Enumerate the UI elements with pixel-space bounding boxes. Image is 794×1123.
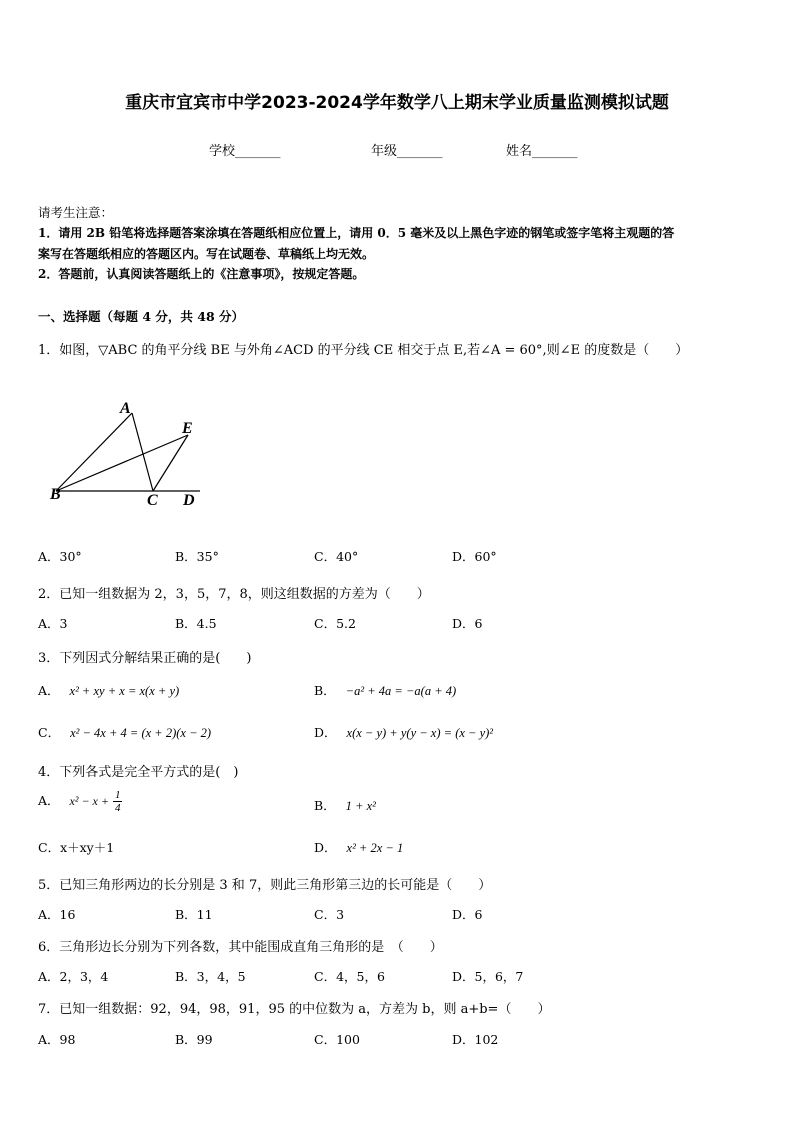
q3-option-c-label: C．: [38, 725, 61, 740]
name-field: [506, 140, 578, 159]
grade-label: 年级: [371, 144, 398, 159]
q3-option-a[interactable]: [38, 681, 179, 699]
q3-option-a-formula: x² + xy + x = x(x + y): [69, 684, 180, 698]
q4-text: 4．下列各式是完全平方式的是( ): [38, 765, 239, 780]
q4-option-b-formula: 1 + x²: [345, 799, 376, 813]
q2-option-b[interactable]: B．4.5: [175, 616, 217, 631]
school-blank: _______: [235, 144, 281, 159]
q2-option-c[interactable]: C．5.2: [314, 616, 356, 631]
q5-option-d[interactable]: D．6: [452, 907, 483, 922]
q7-option-c[interactable]: C．100: [314, 1032, 360, 1047]
q3-option-d-formula: x(x − y) + y(y − x) = (x − y)²: [346, 726, 494, 740]
q1-option-a[interactable]: A．30°: [38, 549, 82, 564]
q6-option-a[interactable]: A．2，3，4: [38, 969, 109, 984]
q1-option-b[interactable]: B．35°: [175, 549, 219, 564]
q1-option-c[interactable]: C．40°: [314, 549, 359, 564]
line-CE: [153, 435, 188, 491]
label-C: C: [147, 492, 158, 509]
name-blank: _______: [532, 144, 578, 159]
fraction-numerator: 1: [114, 789, 121, 801]
q3-option-c-formula: x² − 4x + 4 = (x + 2)(x − 2): [70, 726, 212, 740]
q3-option-d[interactable]: [314, 723, 493, 741]
notice-line2: 2．答题前，认真阅读答题纸上的《注意事项》，按规定答题。: [38, 267, 365, 281]
section-heading: 一、选择题（每题 4 分，共 48 分）: [38, 309, 245, 324]
q3-option-b-formula: −a² + 4a = −a(a + 4): [345, 684, 457, 698]
notice-heading: 请考生注意：: [38, 205, 114, 220]
q5-option-b[interactable]: B．11: [175, 907, 213, 922]
q6-option-b[interactable]: B．3，4，5: [175, 969, 246, 984]
q3-option-b[interactable]: [314, 681, 456, 699]
q3-option-b-label: B．: [314, 683, 336, 698]
q7-option-a[interactable]: A．98: [38, 1032, 76, 1047]
line-AC: [132, 413, 153, 491]
q2-text: 2．已知一组数据为 2，3，5，7，8，则这组数据的方差为（ ）: [38, 587, 430, 602]
school-label: 学校: [209, 144, 236, 159]
notice-line1: 1．请用 2B 铅笔将选择题答案涂填在答题纸相应位置上，请用 0．5 毫米及以上黑色字迹的钢笔或签字笔将主观题的答: [38, 226, 675, 240]
q3-text: 3．下列因式分解结果正确的是( ): [38, 651, 252, 666]
q4-option-a-fraction: [113, 789, 123, 814]
q5-option-a[interactable]: A．16: [38, 907, 76, 922]
q5-option-c[interactable]: C．3: [314, 907, 345, 922]
q2-option-d[interactable]: D．6: [452, 616, 483, 631]
q4-option-a[interactable]: [38, 789, 122, 814]
q2-option-a[interactable]: A．3: [38, 616, 68, 631]
q6-text: 6．三角形边长分别为下列各数，其中能围成直角三角形的是 （ ）: [38, 940, 443, 955]
q4-option-c[interactable]: C．x＋xy＋1: [38, 840, 115, 855]
q1-text: 1．如图，▽ABC 的角平分线 BE 与外角∠ACD 的平分线 CE 相交于点 E,若∠A = 60°,则∠E 的度数是（ ）: [38, 343, 689, 358]
notice-line1b: 案写在答题纸相应的答题区内。写在试题卷、草稿纸上均无效。: [38, 247, 375, 261]
label-D: D: [183, 492, 195, 509]
name-label: 姓名: [506, 144, 533, 159]
q3-option-d-label: D．: [314, 725, 337, 740]
q3-option-a-label: A．: [38, 683, 60, 698]
fraction-denominator: 4: [114, 802, 121, 814]
label-E: E: [182, 420, 193, 437]
q4-option-d-label: D．: [314, 840, 337, 855]
q4-option-d[interactable]: [314, 838, 403, 856]
q4-option-b-label: B．: [314, 798, 336, 813]
q6-option-d[interactable]: D．5，6，7: [452, 969, 524, 984]
q4-option-d-formula: x² + 2x − 1: [346, 841, 404, 855]
page-title: 重庆市宜宾市中学2023-2024学年数学八上期末学业质量监测模拟试题: [125, 93, 669, 113]
q3-option-c[interactable]: [38, 723, 211, 741]
q5-text: 5．已知三角形两边的长分别是 3 和 7，则此三角形第三边的长可能是（ ）: [38, 878, 492, 893]
q6-option-c[interactable]: C．4，5，6: [314, 969, 385, 984]
grade-blank: _______: [397, 144, 443, 159]
label-B: B: [50, 486, 61, 503]
q1-option-d[interactable]: D．60°: [452, 549, 497, 564]
q7-option-b[interactable]: B．99: [175, 1032, 213, 1047]
label-A: A: [120, 400, 131, 417]
q7-text: 7．已知一组数据：92，94，98，91，95 的中位数为 a，方差为 b，则 a+b=（ ）: [38, 1002, 551, 1017]
line-BE: [56, 435, 188, 491]
q4-option-a-label: A．: [38, 793, 60, 808]
grade-field: [371, 140, 443, 159]
q1-figure: [40, 395, 210, 510]
line-BA: [56, 413, 132, 491]
q4-option-b[interactable]: [314, 796, 376, 814]
school-field: [209, 140, 281, 159]
q4-option-a-formula: x² − x +: [69, 794, 109, 808]
q7-option-d[interactable]: D．102: [452, 1032, 499, 1047]
